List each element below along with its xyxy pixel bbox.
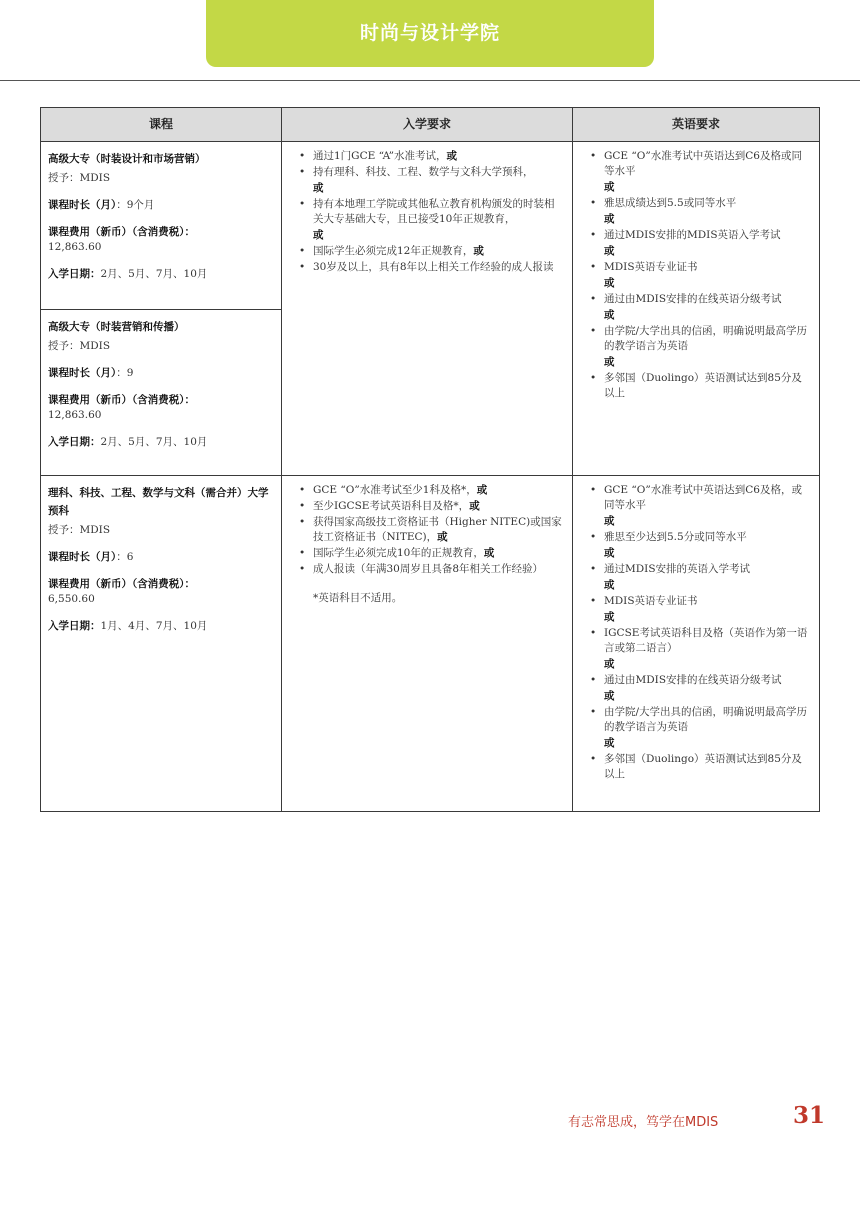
list-item: • 30岁及以上，具有8年以上相关工作经验的成人报读: [296, 260, 564, 275]
awarded-by: 授予：MDIS: [48, 340, 111, 352]
course-cell: [41, 476, 282, 812]
or-separator: 或: [313, 182, 324, 194]
header-divider: [0, 80, 860, 81]
fee-label: 课程费用（新币）（含消费税）：: [48, 394, 195, 406]
table-row: [41, 142, 820, 310]
course-cell: [41, 142, 282, 310]
duration-value: ：9: [116, 367, 134, 379]
or-separator: 或: [604, 579, 615, 591]
fee-label: 课程费用（新币）（含消费税）：: [48, 226, 195, 238]
duration: [48, 198, 275, 213]
section-title: 时尚与设计学院: [359, 22, 500, 44]
or-separator: 或: [604, 277, 615, 289]
list-item: • 通过MDIS安排的MDIS英语入学考试: [587, 228, 811, 243]
footer-slogan: 有志常思成，笃学在MDIS: [568, 1115, 719, 1130]
english-requirements-cell: [573, 476, 820, 812]
duration: [48, 550, 275, 565]
duration-label: 课程时长（月）: [48, 551, 117, 563]
section-header-tab: [206, 0, 654, 67]
fee-value: 6,550.60: [48, 593, 95, 605]
list-item: • 持有本地理工学院或其他私立教育机构颁发的时装相关大专基础大专，且已接受10年正规教育，: [296, 197, 564, 227]
english-requirements-cell: [573, 142, 820, 476]
list-item: • 国际学生必须完成10年的正规教育，或: [296, 546, 564, 561]
or-separator: 或: [604, 690, 615, 702]
fee-value: 12,863.60: [48, 409, 102, 421]
awarded-by: 授予：MDIS: [48, 172, 111, 184]
entry-requirements-cell: [282, 476, 573, 812]
list-item: • 雅思成绩达到5.5或同等水平: [587, 196, 811, 211]
or-separator: 或: [604, 309, 615, 321]
list-item: • GCE “O”水准考试中英语达到C6及格或同等水平: [587, 149, 811, 179]
or-separator: 或: [604, 213, 615, 225]
list-item: • 至少IGCSE考试英语科目及格*，或: [296, 499, 564, 514]
intake: [48, 435, 275, 450]
intake: [48, 619, 275, 634]
list-item: • 成人报读（年满30周岁且具备8年相关工作经验）: [296, 562, 564, 577]
header-english-requirements: 英语要求: [573, 108, 820, 142]
list-item: • 通过MDIS安排的英语入学考试: [587, 562, 811, 577]
or-separator: 或: [313, 229, 324, 241]
list-item: • 雅思至少达到5.5分或同等水平: [587, 530, 811, 545]
list-item: • 多邻国（Duolingo）英语测试达到85分及以上: [587, 752, 811, 782]
table-row: [41, 476, 820, 812]
or-separator: 或: [604, 515, 615, 527]
list-item: • 国际学生必须完成12年正规教育，或: [296, 244, 564, 259]
course-title: 高级大专（时装设计和市场营销）: [48, 153, 206, 165]
duration-value: ：9个月: [116, 199, 155, 211]
intake-label: 入学日期：: [48, 436, 101, 448]
list-item: • 多邻国（Duolingo）英语测试达到85分及以上: [587, 371, 811, 401]
page-number: 31: [793, 1102, 826, 1129]
intake-label: 入学日期：: [48, 268, 101, 280]
entry-requirements-list: [296, 149, 564, 180]
intake-value: 1月、4月、7月、10月: [100, 620, 208, 632]
intake: [48, 267, 275, 282]
course-title: 理科、科技、工程、数学与文科（需合并）大学预科: [48, 487, 269, 517]
intake-label: 入学日期：: [48, 620, 101, 632]
header-course: 课程: [41, 108, 282, 142]
list-item: • IGCSE考试英语科目及格（英语作为第一语言或第二语言）: [587, 626, 811, 656]
course-title: 高级大专（时装营销和传播）: [48, 321, 185, 333]
duration-value: ：6: [116, 551, 134, 563]
duration-label: 课程时长（月）: [48, 367, 117, 379]
awarded-by: 授予：MDIS: [48, 524, 111, 536]
list-item: • GCE “O”水准考试至少1科及格*，或: [296, 483, 564, 498]
or-separator: 或: [604, 737, 615, 749]
intake-value: 2月、5月、7月、10月: [100, 436, 208, 448]
duration: [48, 366, 275, 381]
or-separator: 或: [604, 181, 615, 193]
list-item: • 通过1门GCE “A”水准考试，或: [296, 149, 564, 164]
or-separator: 或: [604, 658, 615, 670]
duration-label: 课程时长（月）: [48, 199, 117, 211]
course-cell: [41, 310, 282, 476]
or-separator: 或: [604, 611, 615, 623]
entry-requirements-cell: [282, 142, 573, 476]
footnote: *英语科目不适用。: [313, 592, 403, 604]
or-separator: 或: [604, 356, 615, 368]
requirements-table: [40, 107, 820, 812]
list-item: • MDIS英语专业证书: [587, 594, 811, 609]
list-item: • 由学院/大学出具的信函，明确说明最高学历的教学语言为英语: [587, 705, 811, 735]
entry-requirements-list: [296, 483, 564, 577]
list-item: • 持有理科、科技、工程、数学与文科大学预科，: [296, 165, 564, 180]
intake-value: 2月、5月、7月、10月: [100, 268, 208, 280]
fee-value: 12,863.60: [48, 241, 102, 253]
table-header-row: [41, 108, 820, 142]
list-item: • 由学院/大学出具的信函，明确说明最高学历的教学语言为英语: [587, 324, 811, 354]
or-separator: 或: [604, 547, 615, 559]
header-entry-requirements: 入学要求: [282, 108, 573, 142]
fee-label: 课程费用（新币）（含消费税）：: [48, 578, 195, 590]
list-item: • GCE “O”水准考试中英语达到C6及格，或同等水平: [587, 483, 811, 513]
list-item: • 通过由MDIS安排的在线英语分级考试: [587, 673, 811, 688]
list-item: • 获得国家高级技工资格证书（Higher NITEC)或国家技工资格证书（NITEC)，或: [296, 515, 564, 545]
or-separator: 或: [604, 245, 615, 257]
list-item: • MDIS英语专业证书: [587, 260, 811, 275]
list-item: • 通过由MDIS安排的在线英语分级考试: [587, 292, 811, 307]
